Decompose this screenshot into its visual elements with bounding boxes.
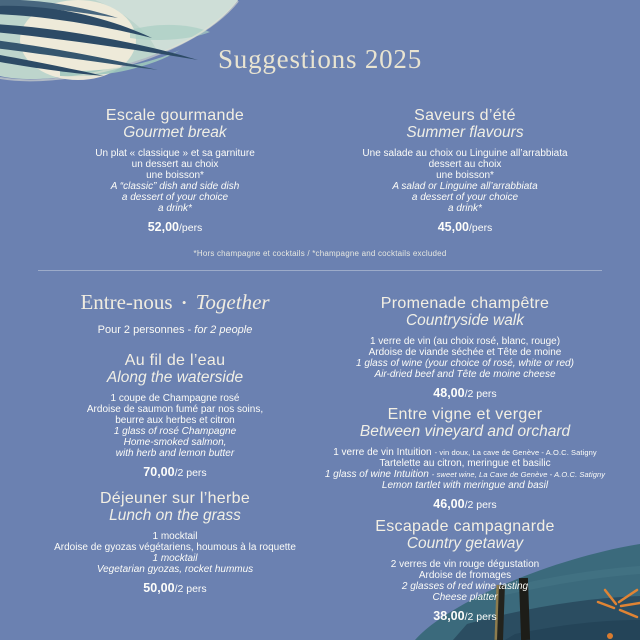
section-name-en: Lunch on the grass [109, 507, 241, 524]
menu-line-fr: Ardoise de saumon fumé par nos soins, [86, 404, 264, 415]
menu-line-en: Air-dried beef and Tête de moine cheese [374, 369, 556, 380]
menu-line-en: A “classic” dish and side dish [110, 181, 240, 192]
menu-line-en: a drink* [158, 203, 192, 214]
section-description [305, 559, 625, 603]
menu-line-en: Cheese platter [432, 592, 498, 603]
price-unit: /2 pers [174, 467, 207, 479]
section-description [15, 393, 335, 459]
price-amount: 50,00 [143, 581, 175, 595]
section-name-en: Along the waterside [106, 369, 244, 386]
menu-line-fr: un dessert au choix [131, 159, 219, 170]
menu-line-en: 2 glasses of red wine tasting [401, 581, 529, 592]
price-unit: /2 pers [464, 499, 497, 511]
price [305, 609, 625, 623]
menu-line-fr: une boisson* [146, 170, 204, 181]
section-description [305, 336, 625, 380]
menu-line-en: with herb and lemon butter [115, 448, 235, 459]
menu-line-fr: 1 coupe de Champagne rosé [110, 393, 240, 404]
together-subtitle-en: for 2 people [194, 324, 253, 336]
menu-section-entre-vigne-et-verger [305, 406, 625, 511]
price-amount: 38,00 [433, 609, 465, 623]
menu-line-en: Home-smoked salmon, [123, 437, 227, 448]
menu-line-en [305, 469, 625, 480]
menu-line-fr: Une salade au choix ou Linguine all’arrabbiata [362, 148, 568, 159]
menu-line-fr: Ardoise de viande séchée et Tête de moine [368, 347, 562, 358]
section-name-en: Countryside walk [405, 312, 525, 329]
together-header [15, 289, 335, 336]
price-unit: /2 pers [174, 583, 207, 595]
menu-line-fr: Ardoise de fromages [418, 570, 512, 581]
menu-line-fr: 1 verre de vin (au choix rosé, blanc, rouge) [369, 336, 561, 347]
menu-line-fr: 1 mocktail [152, 531, 198, 542]
section-name-fr: Saveurs d’été [414, 107, 516, 124]
divider-line [38, 270, 602, 271]
menu-line-fr [305, 447, 625, 458]
price-amount: 70,00 [143, 465, 175, 479]
wine-name: 1 verre de vin Intuition [333, 447, 432, 458]
menu-line-en: Vegetarian gyozas, rocket hummus [96, 564, 254, 575]
menu-section-saveurs-dete [305, 107, 625, 234]
section-name-en: Gourmet break [123, 124, 227, 141]
menu-section-dejeuner-sur-lherbe [15, 490, 335, 595]
page-title: Suggestions 2025 [217, 44, 423, 74]
section-description [305, 148, 625, 214]
bullet-separator: • [181, 295, 187, 310]
section-name-fr: Au fil de l’eau [124, 352, 226, 369]
section-name-en: Summer flavours [406, 124, 524, 141]
menu-line-en: 1 mocktail [152, 553, 198, 564]
price-amount: 46,00 [433, 497, 465, 511]
wine-name-en: 1 glass of wine Intuition [324, 469, 429, 480]
section-name-fr: Escapade campagnarde [375, 518, 555, 535]
menu-line-fr: beurre aux herbes et citron [115, 415, 235, 426]
price [305, 497, 625, 511]
dash-separator: - [187, 324, 192, 336]
price-amount: 48,00 [433, 386, 465, 400]
menu-section-promenade-champetre [305, 295, 625, 400]
section-name-en: Between vineyard and orchard [359, 423, 571, 440]
price-unit: /2 pers [464, 388, 497, 400]
menu-line-en: A salad or Linguine all’arrabbiata [392, 181, 538, 192]
price-unit: /pers [468, 222, 493, 234]
price [15, 220, 335, 234]
section-name-fr: Escale gourmande [105, 107, 245, 124]
menu-line-fr: une boisson* [436, 170, 494, 181]
section-description [15, 531, 335, 575]
section-name-fr: Entre vigne et verger [387, 406, 543, 423]
menu-line-fr: Ardoise de gyozas végétariens, houmous à la roquette [54, 542, 296, 553]
section-name-en: Country getaway [406, 535, 524, 552]
wine-note-fr: - vin doux, La cave de Genève - A.O.C. Satigny [434, 448, 597, 457]
menu-line-fr: Un plat « classique » et sa garniture [95, 148, 255, 159]
menu-line-en: 1 glass of wine (your choice of rosé, white or red) [356, 358, 574, 369]
price [305, 386, 625, 400]
price [15, 581, 335, 595]
section-description [15, 148, 335, 214]
price-unit: /2 pers [464, 611, 497, 623]
menu-line-fr: dessert au choix [428, 159, 502, 170]
section-description [305, 447, 625, 491]
together-subtitle-fr: Pour 2 personnes [97, 324, 185, 336]
section-name-fr: Promenade champêtre [380, 295, 550, 312]
menu-line-en: 1 glass of rosé Champagne [113, 426, 237, 437]
menu-line-en: a drink* [448, 203, 482, 214]
price-unit: /pers [178, 222, 203, 234]
price-amount: 52,00 [147, 220, 179, 234]
menu-section-au-fil-de-leau [15, 352, 335, 479]
price-amount: 45,00 [437, 220, 469, 234]
together-title-fr: Entre-nous [80, 290, 173, 314]
together-title-en: Together [195, 290, 270, 314]
price [305, 220, 625, 234]
price [15, 465, 335, 479]
wine-note-en: - sweet wine, La Cave de Genève - A.O.C. Satigny [431, 470, 606, 479]
menu-line-en: a dessert of your choice [121, 192, 229, 203]
menu-line-fr: 2 verres de vin rouge dégustation [390, 559, 540, 570]
menu-line-en: Lemon tartlet with meringue and basil [381, 480, 549, 491]
menu-line-en: a dessert of your choice [411, 192, 519, 203]
menu-section-escapade-campagnarde [305, 518, 625, 623]
together-subtitle [15, 324, 335, 336]
footnote: *Hors champagne et cocktails / *champagne and cocktails excluded [193, 249, 447, 258]
menu-line-fr: Tartelette au citron, meringue et basilic [379, 458, 551, 469]
section-name-fr: Déjeuner sur l’herbe [99, 490, 251, 507]
together-title [15, 289, 335, 316]
menu-section-escale-gourmande [15, 107, 335, 234]
